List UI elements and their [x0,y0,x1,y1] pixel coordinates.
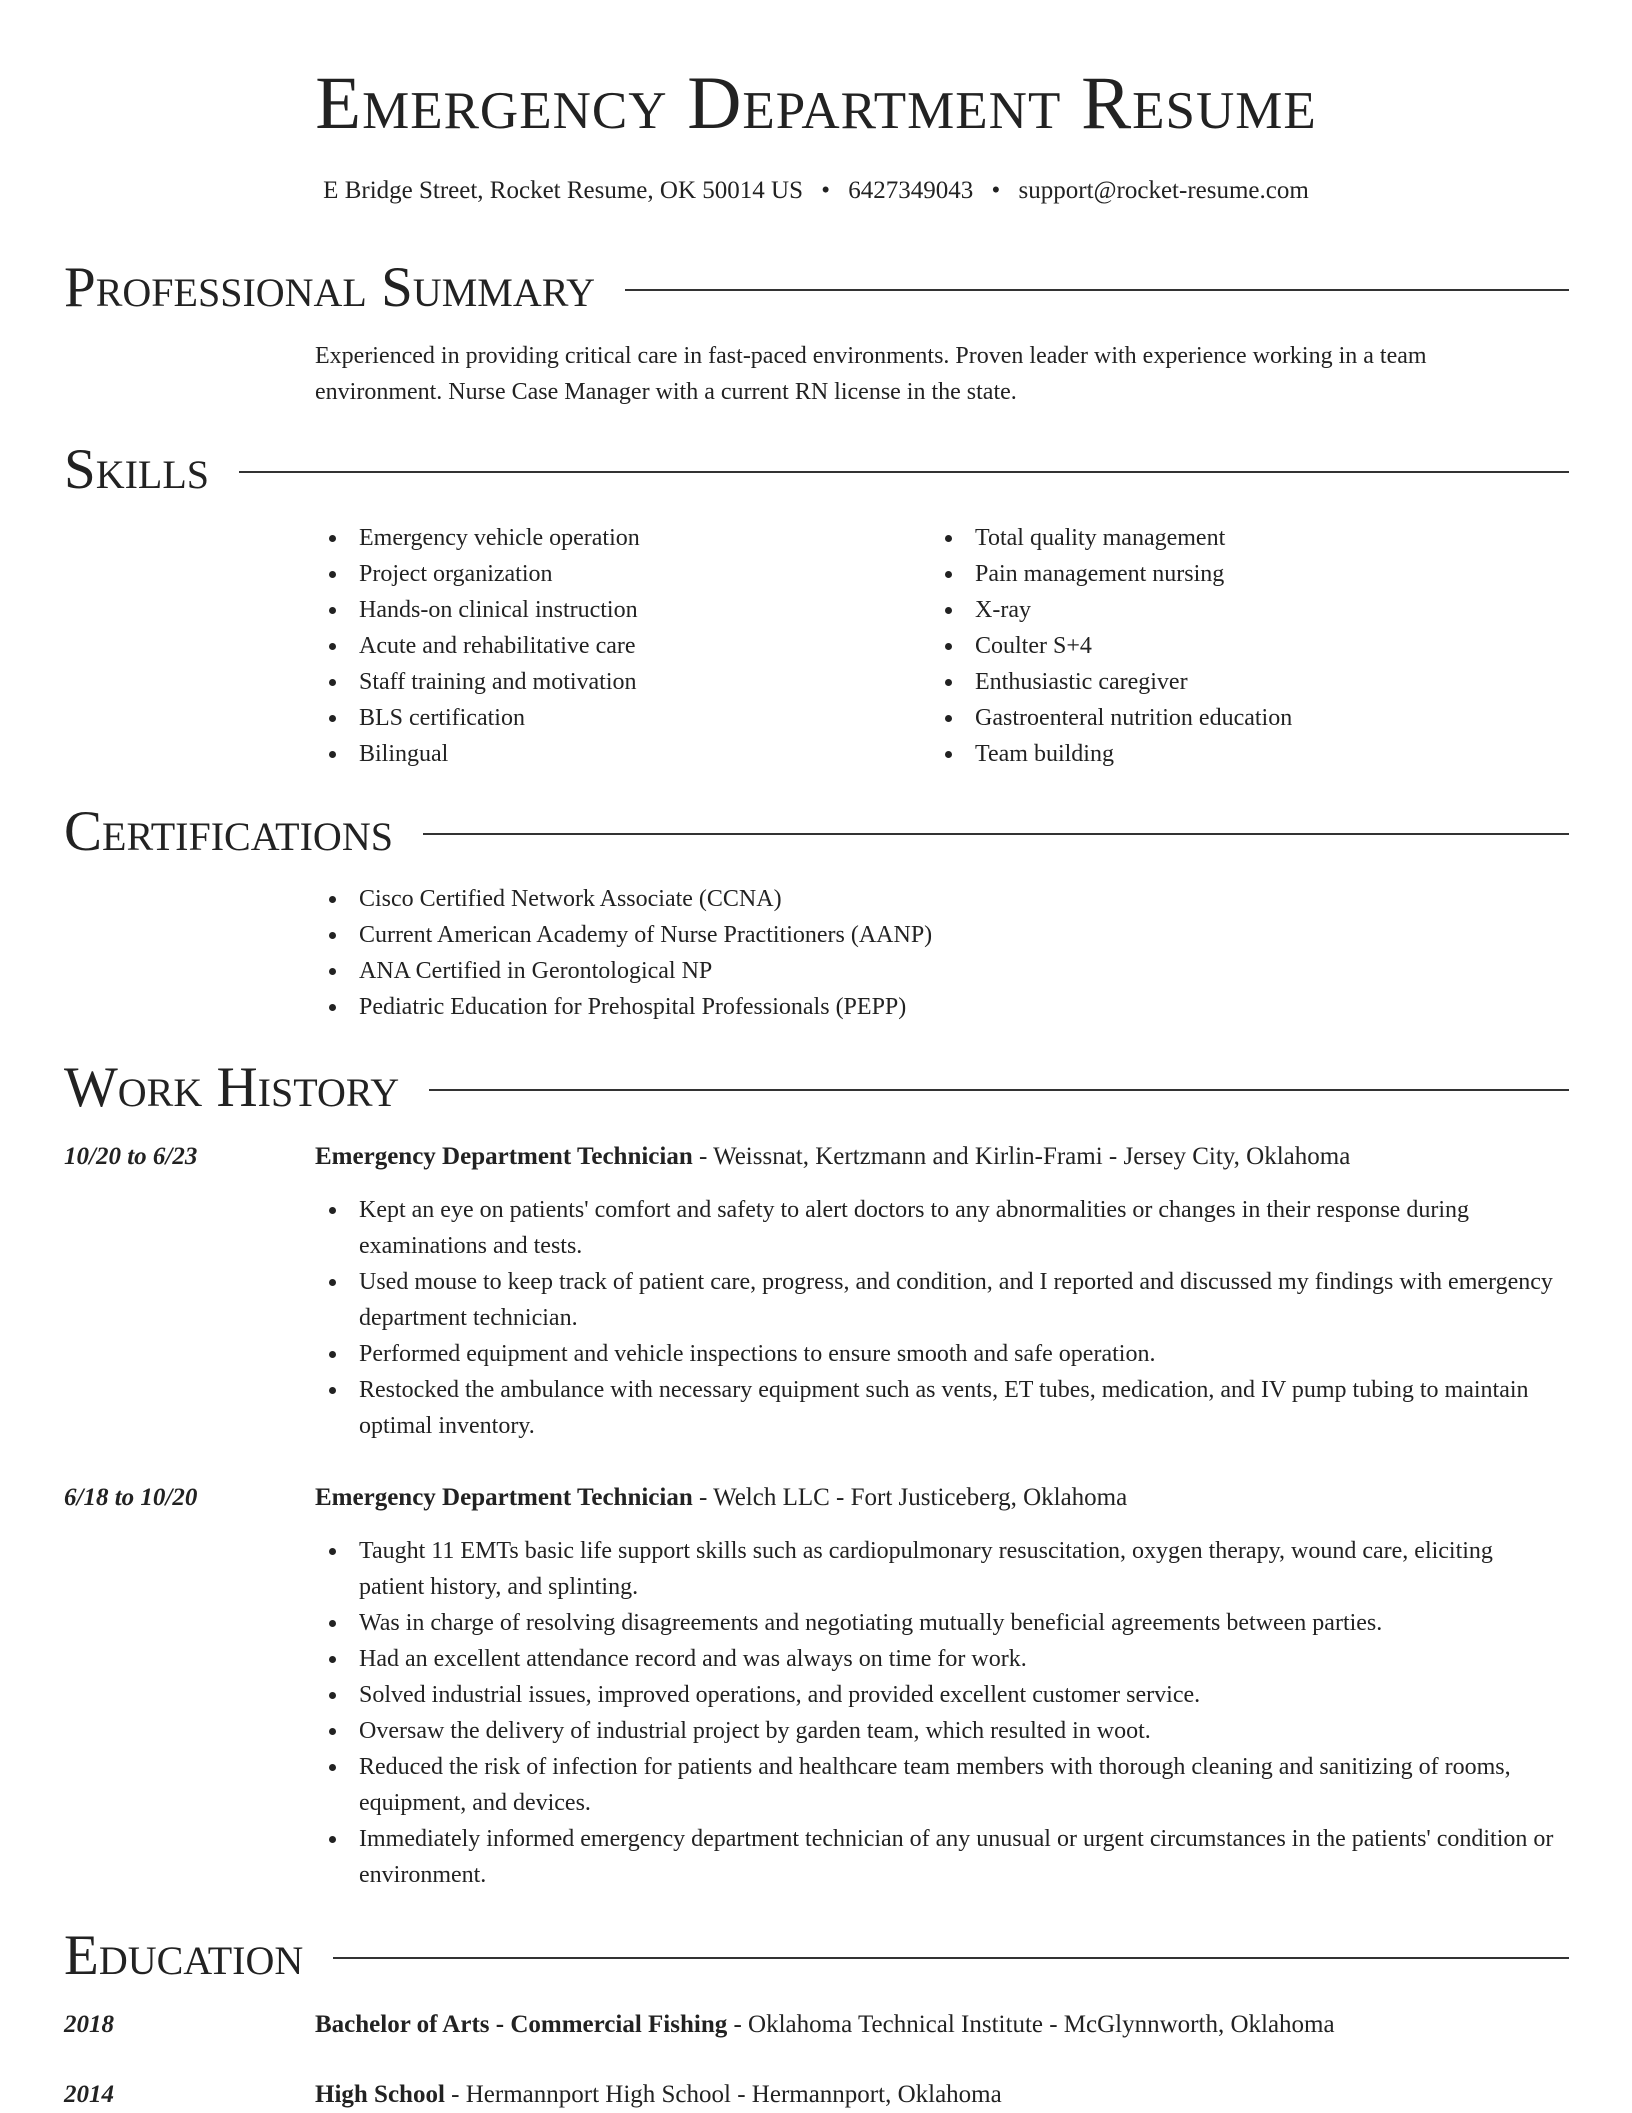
education-section-header [64,1921,1569,1991]
job-duty: Performed equipment and vehicle inspections to ensure smooth and safe operation. [315,1336,1560,1372]
education-section-title: Education [64,1924,304,1987]
education-degree: High School [315,2081,445,2108]
job-duties-list [315,1192,1560,1444]
certification-item: Cisco Certified Network Associate (CCNA) [315,881,1555,917]
contact-phone: 6427349043 [848,177,974,204]
section-divider [239,471,1569,473]
job-duty: Had an excellent attendance record and was always on time for work. [315,1641,1560,1677]
education-entry [315,2077,1002,2113]
contact-line [0,174,1632,208]
education-year: 2018 [64,2011,114,2038]
education-school: - Hermannport High School - Hermannport, Oklahoma [444,2081,1002,2108]
job-duties-list [315,1533,1560,1893]
job-role: Emergency Department Technician [315,1484,693,1511]
job-duty: Oversaw the delivery of industrial project by garden team, which resulted in woot. [315,1713,1560,1749]
education-entry [315,2007,1335,2043]
job-employer: - Welch LLC - Fort Justiceberg, Oklahoma [692,1484,1128,1511]
skill-item: Hands-on clinical instruction [315,592,915,628]
job-duty: Solved industrial issues, improved operations, and provided excellent customer service. [315,1677,1560,1713]
job-heading [315,1139,1350,1175]
work-section-title: Work History [64,1056,400,1119]
work-section-header [64,1053,1569,1123]
certifications-section-header [64,797,1569,867]
job-heading [315,1480,1127,1516]
skill-item: Bilingual [315,736,915,772]
skill-item: Total quality management [931,520,1551,556]
section-divider [423,833,1569,835]
skill-item: Emergency vehicle operation [315,520,915,556]
skill-item: Pain management nursing [931,556,1551,592]
skill-item: Enthusiastic caregiver [931,664,1551,700]
skill-item: Gastroenteral nutrition education [931,700,1551,736]
contact-address: E Bridge Street, Rocket Resume, OK 50014 US [323,177,803,204]
contact-separator: • [821,177,830,204]
skill-item: BLS certification [315,700,915,736]
certification-item: Current American Academy of Nurse Practitioners (AANP) [315,917,1555,953]
education-degree: Bachelor of Arts - Commercial Fishing [315,2011,728,2038]
contact-email: support@rocket-resume.com [1018,177,1309,204]
contact-separator: • [991,177,1001,204]
job-duty: Was in charge of resolving disagreements and negotiating mutually beneficial agreements between parties. [315,1605,1560,1641]
section-divider [625,289,1569,291]
skill-item: Team building [931,736,1551,772]
skills-section-title: Skills [64,438,210,501]
job-duty: Immediately informed emergency department technician of any unusual or urgent circumstances in the patients' condition or environment. [315,1821,1560,1893]
job-duty: Taught 11 EMTs basic life support skills such as cardiopulmonary resuscitation, oxygen therapy, wound care, eliciting patient history, and splinting. [315,1533,1560,1605]
certification-item: ANA Certified in Gerontological NP [315,953,1555,989]
education-year: 2014 [64,2081,114,2108]
skill-item: Project organization [315,556,915,592]
skills-list-right [931,520,1551,772]
skills-list-left [315,520,915,772]
job-duty: Reduced the risk of infection for patients and healthcare team members with thorough cleaning and sanitizing of rooms, equipment, and devices. [315,1749,1560,1821]
job-duty: Kept an eye on patients' comfort and safety to alert doctors to any abnormalities or changes in their response during examinations and tests. [315,1192,1560,1264]
skills-section-header [64,435,1569,505]
summary-text: Experienced in providing critical care in fast-paced environments. Proven leader with experience working in a team environment. Nurse Case Manager with a current RN license in the state. [315,343,1427,405]
job-employer: - Weissnat, Kertzmann and Kirlin-Frami - Jersey City, Oklahoma [692,1143,1351,1170]
skill-item: X-ray [931,592,1551,628]
section-divider [333,1957,1569,1959]
job-duty: Restocked the ambulance with necessary equipment such as vents, ET tubes, medication, and IV pump tubing to maintain optimal inventory. [315,1372,1560,1444]
skill-item: Coulter S+4 [931,628,1551,664]
job-role: Emergency Department Technician [315,1143,693,1170]
certifications-list [315,881,1555,1025]
job-dates: 10/20 to 6/23 [64,1143,198,1170]
certifications-section-title: Certifications [64,800,393,863]
section-divider [429,1089,1569,1091]
certification-item: Pediatric Education for Prehospital Professionals (PEPP) [315,989,1555,1025]
summary-section-title: Professional Summary [64,256,596,319]
job-duty: Used mouse to keep track of patient care, progress, and condition, and I reported and discussed my findings with emergency department technician. [315,1264,1560,1336]
summary-section-header [64,253,1569,323]
education-school: - Oklahoma Technical Institute - McGlynnworth, Oklahoma [727,2011,1335,2038]
job-dates: 6/18 to 10/20 [64,1484,198,1511]
skill-item: Acute and rehabilitative care [315,628,915,664]
resume-title: Emergency Department Resume [315,62,1317,145]
skill-item: Staff training and motivation [315,664,915,700]
